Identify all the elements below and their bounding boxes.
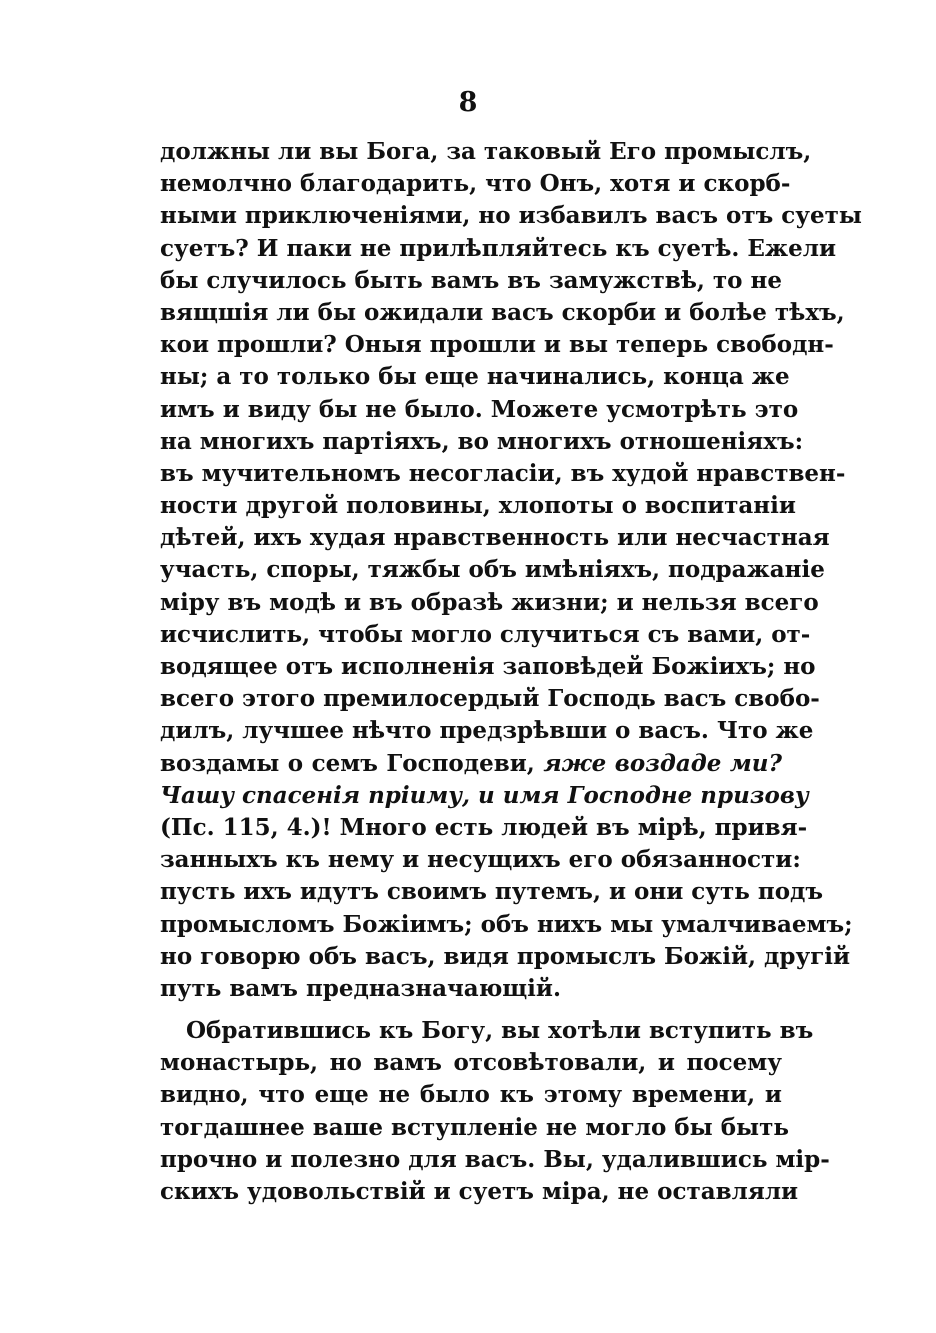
text-line-mixed: [160, 748, 782, 780]
text-line: немолчно благодарить, что Онъ, хотя и скорб-: [160, 170, 791, 198]
text-line: водящее отъ исполненія заповѣдей Божіихъ; но: [160, 653, 816, 680]
text-line: ны; а то только бы еще начинались, конца же: [160, 363, 790, 391]
text-line: дѣтей, ихъ худая нравственность или несчастная: [160, 524, 830, 552]
text-line: дилъ, лучшее нѣчто предзрѣвши о васъ. Что же: [160, 717, 814, 745]
text-line: видно, что еще не было къ этому времени, и: [160, 1081, 782, 1109]
text-line: путь вамъ предназначающій.: [160, 974, 561, 1002]
text-line: тогдашнее ваше вступленіе не могло бы быть: [160, 1113, 789, 1141]
text-line: но говорю объ васъ, видя промыслъ Божій, другій: [160, 942, 851, 970]
text-line: скихъ удовольствій и суетъ міра, не оставляли: [160, 1178, 799, 1205]
text-line: исчислить, чтобы могло случиться съ вами, от-: [160, 620, 811, 648]
plain-text: воздамы о семъ Господеви,: [160, 749, 535, 777]
body-text: [160, 136, 862, 1208]
text-line: промысломъ Божіимъ; объ нихъ мы умалчиваемъ;: [160, 910, 853, 938]
text-line: на многихъ партіяхъ, во многихъ отношеніяхъ:: [160, 427, 804, 455]
text-line: суетъ? И паки не прилѣпляйтесь къ суетѣ. Ежели: [160, 234, 837, 262]
text-line: всего этого премилосердый Господь васъ свобо-: [160, 685, 820, 713]
text-line: ными приключеніями, но избавилъ васъ отъ суеты: [160, 202, 862, 230]
paragraph-start-line: Обратившись къ Богу, вы хотѣли вступить въ: [186, 1017, 814, 1045]
text-line: монастырь, но вамъ отсовѣтовали, и посему: [160, 1049, 782, 1077]
text-line: участь, споры, тяжбы объ имѣніяхъ, подражаніе: [160, 556, 825, 584]
scripture-quote: яже воздаде ми?: [543, 749, 782, 777]
text-line: пусть ихъ идутъ своимъ путемъ, и они суть подъ: [160, 878, 824, 906]
page-number: 8: [458, 87, 478, 118]
text-line: имъ и виду бы не было. Можете усмотрѣть это: [160, 395, 799, 423]
text-line: въ мучительномъ несогласіи, въ худой нравствен-: [160, 459, 846, 487]
text-line: бы случилось быть вамъ въ замужствѣ, то не: [160, 266, 782, 294]
text-line: кои прошли? Оныя прошли и вы теперь свободн-: [160, 331, 834, 359]
text-line: прочно и полезно для васъ. Вы, удалившись мір-: [160, 1145, 830, 1173]
text-line: (Пс. 115, 4.)! Много есть людей въ мірѣ, привя-: [160, 813, 808, 841]
text-line: ности другой половины, хлопоты о воспитаніи: [160, 492, 796, 520]
text-line: вящшія ли бы ожидали васъ скорби и болѣе тѣхъ,: [160, 298, 845, 326]
text-line: занныхъ къ нему и несущихъ его обязанности:: [160, 846, 801, 874]
text-line: міру въ модѣ и въ образѣ жизни; и нельзя всего: [160, 588, 819, 616]
text-line: должны ли вы Бога, за таковый Его промыслъ,: [160, 138, 812, 165]
scripture-quote-line: Чашу спасенія пріиму, и имя Господне призову: [160, 781, 809, 809]
